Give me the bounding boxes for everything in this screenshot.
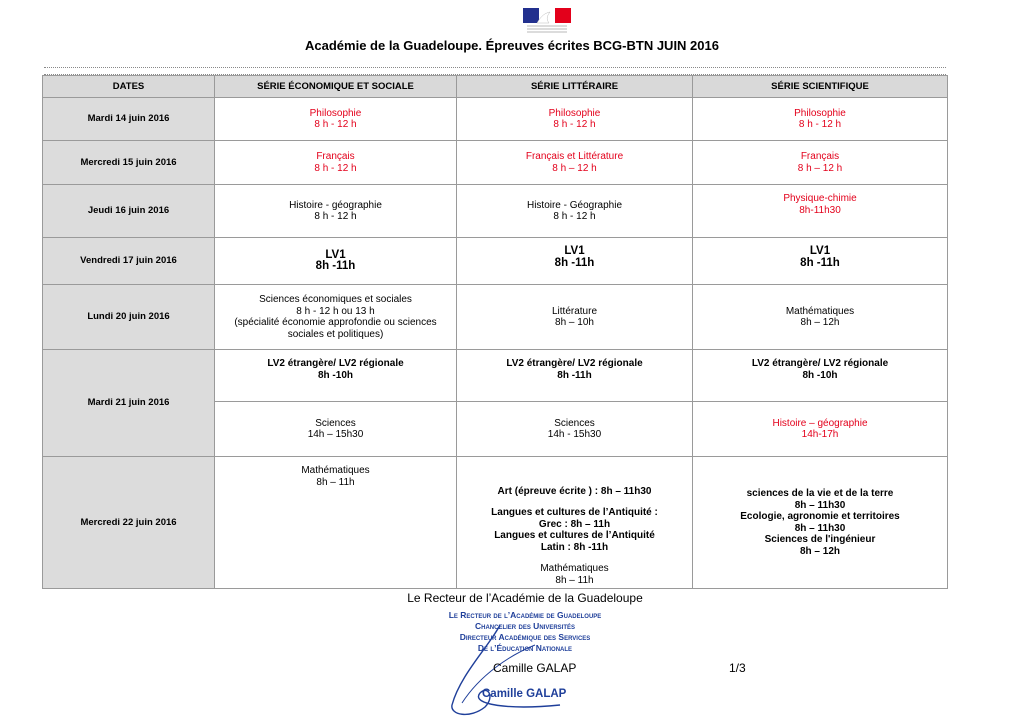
table-row	[43, 98, 948, 141]
date-cell: Vendredi 17 juin 2016	[43, 238, 215, 285]
table-row	[43, 350, 948, 402]
signatory-name: Camille GALAP	[493, 661, 577, 675]
exam-cell-es: Sciences économiques et sociales 8 h - 12 h ou 13 h (spécialité économie approfondie ou sciences sociales et politiques)	[215, 285, 457, 350]
exam-cell-es: Sciences 14h – 15h30	[215, 402, 457, 457]
exam-cell-l: Histoire - Géographie 8 h - 12 h	[457, 185, 693, 238]
exam-cell-s: sciences de la vie et de la terre 8h – 11h30 Ecologie, agronomie et territoires 8h – 11h30 Sciences de l'ingénieur 8h – 12h	[693, 457, 948, 589]
exam-cell-es: Histoire - géographie 8 h - 12 h	[215, 185, 457, 238]
exam-cell-l: Sciences 14h - 15h30	[457, 402, 693, 457]
exam-cell-es: LV2 étrangère/ LV2 régionale 8h -10h	[215, 350, 457, 402]
date-cell: Lundi 20 juin 2016	[43, 285, 215, 350]
marianne-logo-icon	[523, 8, 571, 35]
exam-schedule-table	[42, 75, 948, 589]
date-cell: Mercredi 15 juin 2016	[43, 141, 215, 185]
column-header-es: SÉRIE ÉCONOMIQUE ET SOCIALE	[215, 76, 457, 98]
table-row	[43, 285, 948, 350]
exam-cell-es: LV1 8h -11h	[215, 238, 457, 285]
exam-cell-l: Français et Littérature 8 h – 12 h	[457, 141, 693, 185]
table-row	[43, 141, 948, 185]
table-row	[43, 185, 948, 238]
exam-cell-s: LV1 8h -11h	[693, 238, 948, 285]
column-header-dates: DATES	[43, 76, 215, 98]
column-header-l: SÉRIE LITTÉRAIRE	[457, 76, 693, 98]
date-cell: Mardi 21 juin 2016	[43, 350, 215, 457]
exam-cell-s: Français 8 h – 12 h	[693, 141, 948, 185]
table-header-row	[43, 76, 948, 98]
date-cell: Jeudi 16 juin 2016	[43, 185, 215, 238]
stamp-signatory-name: Camille GALAP	[482, 688, 567, 700]
exam-cell-s: Mathématiques 8h – 12h	[693, 285, 948, 350]
exam-cell-l: LV1 8h -11h	[457, 238, 693, 285]
exam-cell-s: Philosophie 8 h - 12 h	[693, 98, 948, 141]
exam-cell-es: Philosophie 8 h - 12 h	[215, 98, 457, 141]
page-title: Académie de la Guadeloupe. Épreuves écrites BCG-BTN JUIN 2016	[305, 38, 719, 53]
official-stamp: Le Recteur de l’Académie de Guadeloupe Chancelier des Universités Directeur Académique des Services De l’Éducation Nationale	[448, 610, 602, 653]
recteur-line: Le Recteur de l’Académie de la Guadeloupe	[407, 591, 643, 605]
exam-cell-l: Art (épreuve écrite ) : 8h – 11h30 Langues et cultures de l’Antiquité : Grec : 8h – 11h Langues et cultures de l’Antiquité Latin : 8h -11h Mathématiques 8h – 11h	[457, 457, 693, 589]
date-cell: Mercredi 22 juin 2016	[43, 457, 215, 589]
exam-cell-es: Mathématiques 8h – 11h	[215, 457, 457, 589]
column-header-s: SÉRIE SCIENTIFIQUE	[693, 76, 948, 98]
dotted-divider	[44, 67, 946, 75]
exam-cell-s: Histoire – géographie 14h-17h	[693, 402, 948, 457]
exam-cell-s: LV2 étrangère/ LV2 régionale 8h -10h	[693, 350, 948, 402]
date-cell: Mardi 14 juin 2016	[43, 98, 215, 141]
exam-cell-l: Philosophie 8 h - 12 h	[457, 98, 693, 141]
table-row	[43, 238, 948, 285]
page-number: 1/3	[729, 661, 746, 675]
exam-cell-s: Physique-chimie 8h-11h30	[693, 185, 948, 238]
table-row	[43, 457, 948, 589]
exam-cell-es: Français 8 h - 12 h	[215, 141, 457, 185]
exam-cell-l: Littérature 8h – 10h	[457, 285, 693, 350]
exam-cell-l: LV2 étrangère/ LV2 régionale 8h -11h	[457, 350, 693, 402]
